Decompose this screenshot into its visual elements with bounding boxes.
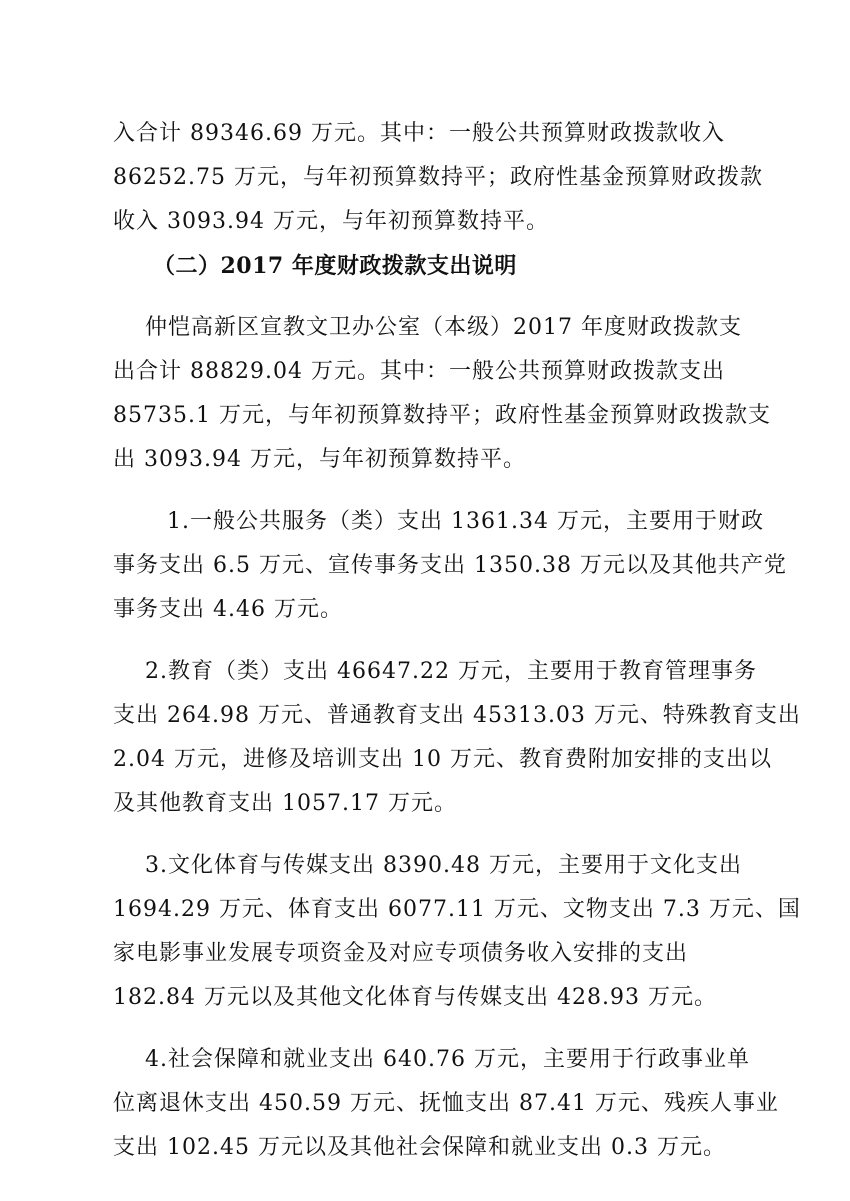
text-line: 收入 3093.94 万元，与年初预算数持平。 [113,209,549,234]
text-line: 支出 264.98 万元、普通教育支出 45313.03 万元、特殊教育支出 [113,703,801,728]
heading-text: （二）2017 年度财政拨款支出说明 [153,253,517,279]
text-line: 仲恺高新区宣教文卫办公室（本级）2017 年度财政拨款支 [145,315,742,340]
text-line: 出合计 88829.04 万元。其中：一般公共预算财政拨款支出 [113,359,725,384]
document-body [113,112,801,1170]
paragraph-item-1 [113,500,787,632]
text-line: 86252.75 万元，与年初预算数持平；政府性基金预算财政拨款 [113,165,763,190]
paragraph-item-2 [113,650,801,826]
text-line: 4.社会保障和就业支出 640.76 万元，主要用于行政事业单 [145,1047,750,1072]
text-line: 入合计 89346.69 万元。其中：一般公共预算财政拨款收入 [113,121,725,146]
paragraph-total-expenditure [113,306,771,482]
paragraph-item-4 [113,1038,779,1170]
text-line: 3.文化体育与传媒支出 8390.48 万元，主要用于文化支出 [145,853,742,878]
text-line: 事务支出 4.46 万元。 [113,597,343,622]
text-line: 2.04 万元，进修及培训支出 10 万元、教育费附加安排的支出以 [113,747,772,772]
text-line: 出 3093.94 万元，与年初预算数持平。 [113,447,526,472]
paragraph-income-continuation [113,112,763,244]
text-line: 位离退休支出 450.59 万元、抚恤支出 87.41 万元、残疾人事业 [113,1091,779,1116]
text-line: 事务支出 6.5 万元、宣传事务支出 1350.38 万元以及其他共产党 [113,553,787,578]
text-line: 182.84 万元以及其他文化体育与传媒支出 428.93 万元。 [113,985,717,1010]
text-line: 支出 102.45 万元以及其他社会保障和就业支出 0.3 万元。 [113,1135,726,1160]
text-line: 2.教育（类）支出 46647.22 万元，主要用于教育管理事务 [145,659,757,684]
text-line: 1.一般公共服务（类）支出 1361.34 万元，主要用于财政 [167,509,764,534]
text-line: 1694.29 万元、体育支出 6077.11 万元、文物支出 7.3 万元、国 [113,897,801,922]
text-line: 家电影事业发展专项资金及对应专项债务收入安排的支出 [113,941,689,966]
text-line: 及其他教育支出 1057.17 万元。 [113,791,457,816]
paragraph-item-3 [113,844,801,1020]
section-heading [113,244,745,288]
text-line: 85735.1 万元，与年初预算数持平；政府性基金预算财政拨款支 [113,403,771,428]
